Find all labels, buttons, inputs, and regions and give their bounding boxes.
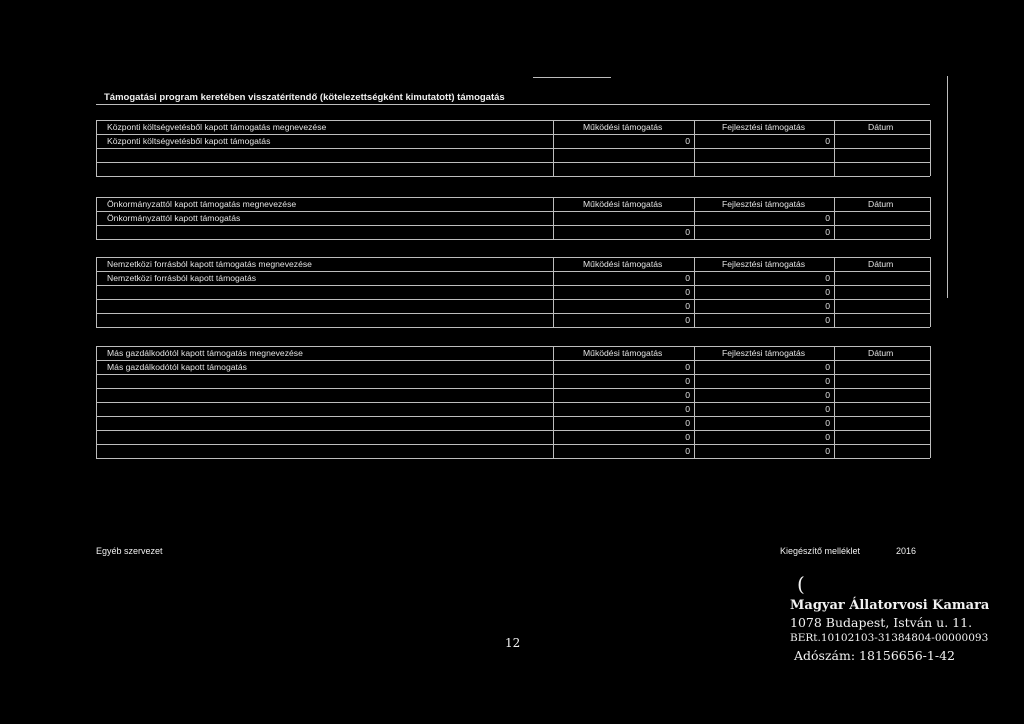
value-mukodesi: 0 xyxy=(685,418,690,428)
table-row-line xyxy=(96,148,930,149)
table-right-line xyxy=(930,257,931,327)
value-mukodesi: 0 xyxy=(685,227,690,237)
table-right-line xyxy=(930,346,931,458)
col-header-mukodesi: Működési támogatás xyxy=(583,199,663,209)
value-fejlesztesi: 0 xyxy=(825,362,830,372)
table-row-line xyxy=(96,134,930,135)
table-row-line xyxy=(96,313,930,314)
value-mukodesi: 0 xyxy=(685,390,690,400)
stamp-account: BERt.10102103-31384804-00000093 xyxy=(790,632,989,644)
value-fejlesztesi: 0 xyxy=(825,287,830,297)
col-header-fejlesztesi: Fejlesztési támogatás xyxy=(722,259,806,269)
table-column-line xyxy=(834,257,835,327)
table-left-line xyxy=(96,197,97,239)
value-mukodesi: 0 xyxy=(685,301,690,311)
table-column-line xyxy=(553,257,554,327)
table-column-line xyxy=(694,120,695,176)
value-mukodesi: 0 xyxy=(685,287,690,297)
value-mukodesi: 0 xyxy=(685,136,690,146)
table-column-line xyxy=(553,120,554,176)
table-column-line xyxy=(694,197,695,239)
table-row-line xyxy=(96,239,930,240)
table-row-line xyxy=(96,285,930,286)
table-column-line xyxy=(834,346,835,458)
page-number: 12 xyxy=(505,636,521,650)
value-mukodesi: 0 xyxy=(685,404,690,414)
table-row-line xyxy=(96,211,930,212)
top-rule xyxy=(533,77,611,78)
table-row-line xyxy=(96,402,930,403)
value-fejlesztesi: 0 xyxy=(825,227,830,237)
table-row-line xyxy=(96,299,930,300)
value-mukodesi: 0 xyxy=(685,446,690,456)
col-header-fejlesztesi: Fejlesztési támogatás xyxy=(722,199,806,209)
table-right-line xyxy=(930,120,931,176)
table-left-line xyxy=(96,120,97,176)
footer-year: 2016 xyxy=(896,546,917,556)
value-fejlesztesi: 0 xyxy=(825,390,830,400)
table-left-line xyxy=(96,257,97,327)
table-row-line xyxy=(96,225,930,226)
col-header-fejlesztesi: Fejlesztési támogatás xyxy=(722,122,806,132)
value-fejlesztesi: 0 xyxy=(825,432,830,442)
table-column-line xyxy=(553,197,554,239)
col-header-mukodesi: Működési támogatás xyxy=(583,122,663,132)
value-fejlesztesi: 0 xyxy=(825,418,830,428)
value-fejlesztesi: 0 xyxy=(825,315,830,325)
table-column-line xyxy=(694,346,695,458)
table-row-line xyxy=(96,458,930,459)
value-fejlesztesi: 0 xyxy=(825,446,830,456)
col-header-mukodesi: Működési támogatás xyxy=(583,348,663,358)
section-header: Önkormányzattól kapott támogatás megnevezése xyxy=(107,199,297,209)
stamp-address: 1078 Budapest, István u. 11. xyxy=(790,615,973,630)
section-header: Nemzetközi forrásból kapott támogatás megnevezése xyxy=(107,259,312,269)
table-column-line xyxy=(694,257,695,327)
right-border xyxy=(947,76,948,298)
value-fejlesztesi: 0 xyxy=(825,376,830,386)
table-top-line xyxy=(96,346,930,347)
table-top-line xyxy=(96,120,930,121)
value-fejlesztesi: 0 xyxy=(825,273,830,283)
table-row-line xyxy=(96,360,930,361)
table-left-line xyxy=(96,346,97,458)
title: Támogatási program keretében visszatérítendő (kötelezettségként kimutatott) támogatás xyxy=(104,92,505,103)
section-header: Központi költségvetésből kapott támogatás megnevezése xyxy=(107,122,327,132)
value-mukodesi: 0 xyxy=(685,376,690,386)
value-fejlesztesi: 0 xyxy=(825,404,830,414)
footer-left: Egyéb szervezet xyxy=(96,546,163,556)
table-row-line xyxy=(96,271,930,272)
table-row-line xyxy=(96,176,930,177)
value-mukodesi: 0 xyxy=(685,432,690,442)
table-top-line xyxy=(96,257,930,258)
value-mukodesi: 0 xyxy=(685,315,690,325)
table-row-line xyxy=(96,374,930,375)
row-label: Központi költségvetésből kapott támogatás xyxy=(107,136,271,146)
table-row-line xyxy=(96,444,930,445)
row-label: Nemzetközi forrásból kapott támogatás xyxy=(107,273,257,283)
row-label: Önkormányzattól kapott támogatás xyxy=(107,213,241,223)
table-column-line xyxy=(834,120,835,176)
table-right-line xyxy=(930,197,931,239)
stamp-name: Magyar Állatorvosi Kamara xyxy=(790,598,990,613)
value-mukodesi: 0 xyxy=(685,273,690,283)
table-column-line xyxy=(834,197,835,239)
title-underline xyxy=(96,104,930,105)
table-row-line xyxy=(96,162,930,163)
col-header-mukodesi: Működési támogatás xyxy=(583,259,663,269)
col-header-datum: Dátum xyxy=(868,259,894,269)
table-column-line xyxy=(553,346,554,458)
row-label: Más gazdálkodótól kapott támogatás xyxy=(107,362,247,372)
col-header-datum: Dátum xyxy=(868,199,894,209)
col-header-datum: Dátum xyxy=(868,122,894,132)
table-row-line xyxy=(96,388,930,389)
col-header-datum: Dátum xyxy=(868,348,894,358)
stamp-paren: ( xyxy=(797,572,805,596)
table-top-line xyxy=(96,197,930,198)
section-header: Más gazdálkodótól kapott támogatás megnevezése xyxy=(107,348,303,358)
table-row-line xyxy=(96,430,930,431)
col-header-fejlesztesi: Fejlesztési támogatás xyxy=(722,348,806,358)
table-row-line xyxy=(96,416,930,417)
footer-right: Kiegészítő melléklet xyxy=(780,546,861,556)
value-mukodesi: 0 xyxy=(685,362,690,372)
table-row-line xyxy=(96,327,930,328)
value-fejlesztesi: 0 xyxy=(825,301,830,311)
value-fejlesztesi: 0 xyxy=(825,136,830,146)
stamp-tax: Adószám: 18156656-1-42 xyxy=(794,648,955,663)
value-fejlesztesi: 0 xyxy=(825,213,830,223)
